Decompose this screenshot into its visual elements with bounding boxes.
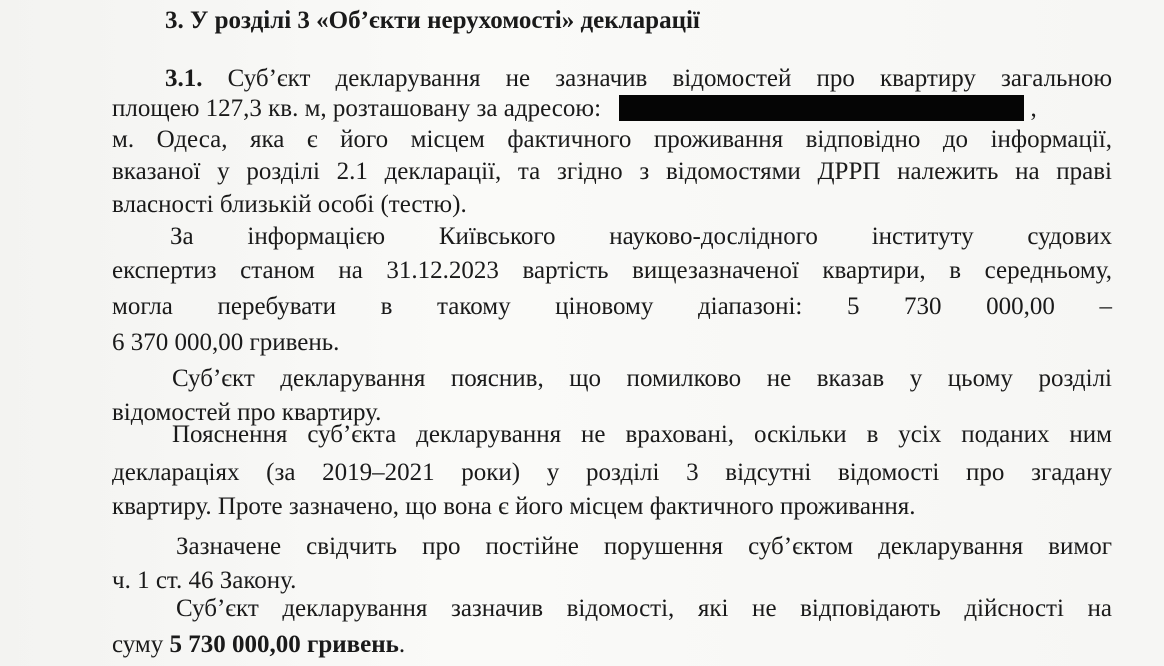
heading-number: 3. <box>165 7 184 34</box>
paragraph-line: квартиру. Проте зазначено, що вона є його місцем фактичного проживання. <box>112 493 916 520</box>
total-amount: 5 730 000,00 гривень <box>169 631 399 658</box>
paragraph-line: 3.1. Суб’єкт декларування не зазначив відомостей про квартиру загальною <box>165 65 1113 92</box>
paragraph-line: Пояснення суб’єкта декларування не враховані, оскільки в усіх поданих ним <box>172 421 1112 448</box>
paragraph-line: деклараціях (за 2019–2021 роки) у розділі 3 відсутні відомості про згадану <box>112 459 1112 486</box>
subsection-number: 3.1. <box>165 65 203 92</box>
heading-text: У розділі 3 «Об’єкти нерухомості» декларації <box>190 7 700 34</box>
paragraph-line: За інформацією Київського науково-дослідного інституту судових <box>170 223 1112 250</box>
paragraph-line: відомостей про квартиру. <box>112 399 382 426</box>
section-heading <box>165 6 1164 36</box>
paragraph-line: суму 5 730 000,00 гривень. <box>112 631 406 658</box>
paragraph-line: Суб’єкт декларування зазначив відомості, які не відповідають дійсності на <box>176 595 1112 622</box>
paragraph-line: Зазначене свідчить про постійне порушення суб’єктом декларування вимог <box>176 533 1112 560</box>
paragraph-line: Суб’єкт декларування пояснив, що помилково не вказав у цьому розділі <box>172 365 1112 392</box>
paragraph-line: 6 370 000,00 гривень. <box>112 329 340 356</box>
paragraph-line: експертиз станом на 31.12.2023 вартість вищезазначеної квартири, в середньому, <box>112 257 1112 284</box>
paragraph-line: площею 127,3 кв. м, розташовану за адресою: , <box>112 95 1037 122</box>
paragraph-line: власності близькій особі (тестю). <box>112 191 467 218</box>
paragraph-line: вказаної у розділі 2.1 декларації, та згідно з відомостями ДРРП належить на праві <box>112 158 1112 185</box>
paragraph-line: м. Одеса, яка є його місцем фактичного проживання відповідно до інформації, <box>112 126 1112 153</box>
paragraph-line: могла перебувати в такому ціновому діапазоні: 5 730 000,00 – <box>112 293 1112 320</box>
paragraph-line: ч. 1 ст. 46 Закону. <box>112 567 297 594</box>
redacted-address <box>619 95 1024 121</box>
